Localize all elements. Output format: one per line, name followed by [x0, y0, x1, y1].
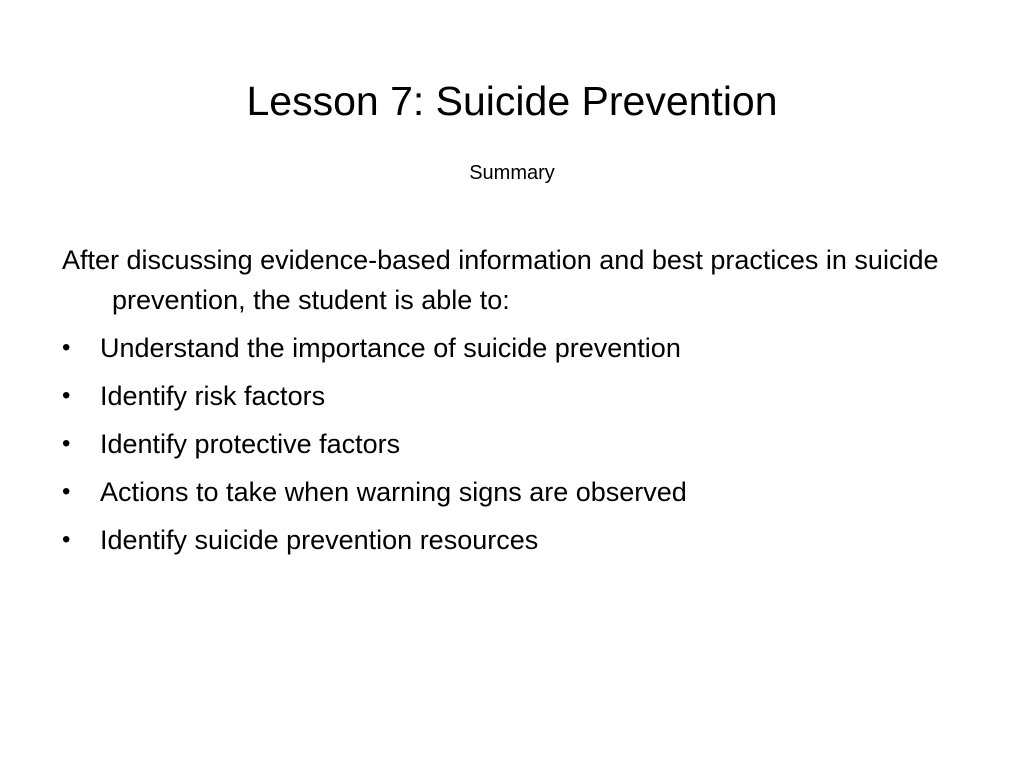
bullet-icon: •	[62, 382, 71, 409]
intro-paragraph: After discussing evidence-based information and best practices in suicide prevention, the student is able to:	[62, 245, 939, 315]
bullet-text: Identify risk factors	[100, 381, 326, 411]
bullet-icon: •	[62, 430, 71, 457]
bullet-icon: •	[62, 478, 71, 505]
bullet-text: Actions to take when warning signs are observed	[100, 477, 687, 507]
bullet-item	[62, 520, 962, 568]
bullet-text: Identify protective factors	[100, 429, 401, 459]
bullet-icon: •	[62, 334, 71, 361]
slide-body	[62, 240, 962, 568]
bullet-list	[62, 328, 962, 568]
bullet-text: Identify suicide prevention resources	[100, 525, 539, 555]
bullet-item	[62, 328, 962, 376]
bullet-text: Understand the importance of suicide prevention	[100, 333, 681, 363]
slide-subtitle: Summary	[469, 162, 555, 184]
bullet-item	[62, 424, 962, 472]
bullet-icon: •	[62, 526, 71, 553]
bullet-item	[62, 376, 962, 424]
slide-title: Lesson 7: Suicide Prevention	[246, 78, 778, 124]
bullet-item	[62, 472, 962, 520]
